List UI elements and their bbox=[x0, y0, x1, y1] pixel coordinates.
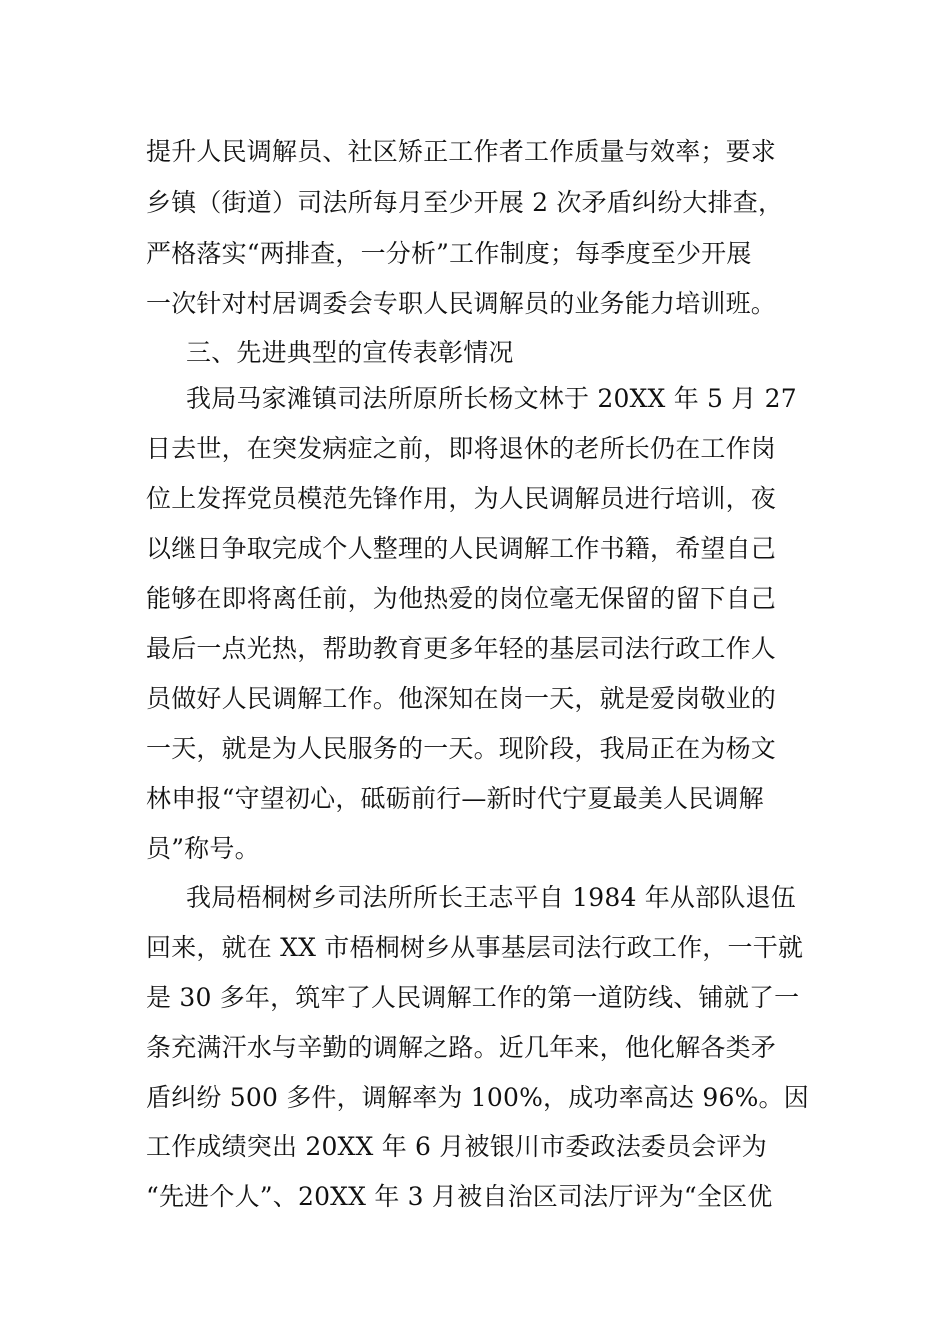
text-line-10: 能够在即将离任前，为他热爱的岗位毫无保留的留下自己 bbox=[146, 584, 777, 613]
text-line-20: 盾纠纷 500 多件，调解率为 100%，成功率高达 96%。因 bbox=[146, 1083, 809, 1112]
text-line-9: 以继日争取完成个人整理的人民调解工作书籍，希望自己 bbox=[146, 534, 777, 563]
text-line-11: 最后一点光热，帮助教育更多年轻的基层司法行政工作人 bbox=[146, 634, 777, 663]
text-line-15: 员”称号。 bbox=[146, 834, 260, 863]
text-line-17: 回来，就在 XX 市梧桐树乡从事基层司法行政工作，一干就 bbox=[146, 933, 804, 962]
text-line-3: 严格落实“两排查，一分析”工作制度；每季度至少开展 bbox=[146, 239, 752, 268]
text-line-12: 员做好人民调解工作。他深知在岗一天，就是爱岗敬业的 bbox=[146, 684, 777, 713]
text-line-6: 我局马家滩镇司法所原所长杨文林于 20XX 年 5 月 27 bbox=[186, 384, 797, 413]
text-line-18: 是 30 多年，筑牢了人民调解工作的第一道防线、铺就了一 bbox=[146, 983, 800, 1012]
text-line-21: 工作成绩突出 20XX 年 6 月被银川市委政法委员会评为 bbox=[146, 1132, 767, 1161]
section-heading: 三、先进典型的宣传表彰情况 bbox=[186, 338, 514, 367]
text-line-2: 乡镇（街道）司法所每月至少开展 2 次矛盾纠纷大排查， bbox=[146, 188, 784, 217]
text-line-14: 林申报“守望初心，砥砺前行—新时代宁夏最美人民调解 bbox=[146, 784, 764, 813]
text-line-22: “先进个人”、20XX 年 3 月被自治区司法厅评为“全区优 bbox=[146, 1182, 773, 1211]
text-line-19: 条充满汗水与辛勤的调解之路。近几年来，他化解各类矛 bbox=[146, 1033, 777, 1062]
text-line-16: 我局梧桐树乡司法所所长王志平自 1984 年从部队退伍 bbox=[186, 883, 796, 912]
text-line-8: 位上发挥党员模范先锋作用，为人民调解员进行培训，夜 bbox=[146, 484, 777, 513]
text-line-13: 一天，就是为人民服务的一天。现阶段，我局正在为杨文 bbox=[146, 734, 777, 763]
text-line-4: 一次针对村居调委会专职人民调解员的业务能力培训班。 bbox=[146, 289, 777, 318]
text-line-1: 提升人民调解员、社区矫正工作者工作质量与效率；要求 bbox=[146, 137, 777, 166]
text-line-7: 日去世，在突发病症之前，即将退休的老所长仍在工作岗 bbox=[146, 434, 777, 463]
